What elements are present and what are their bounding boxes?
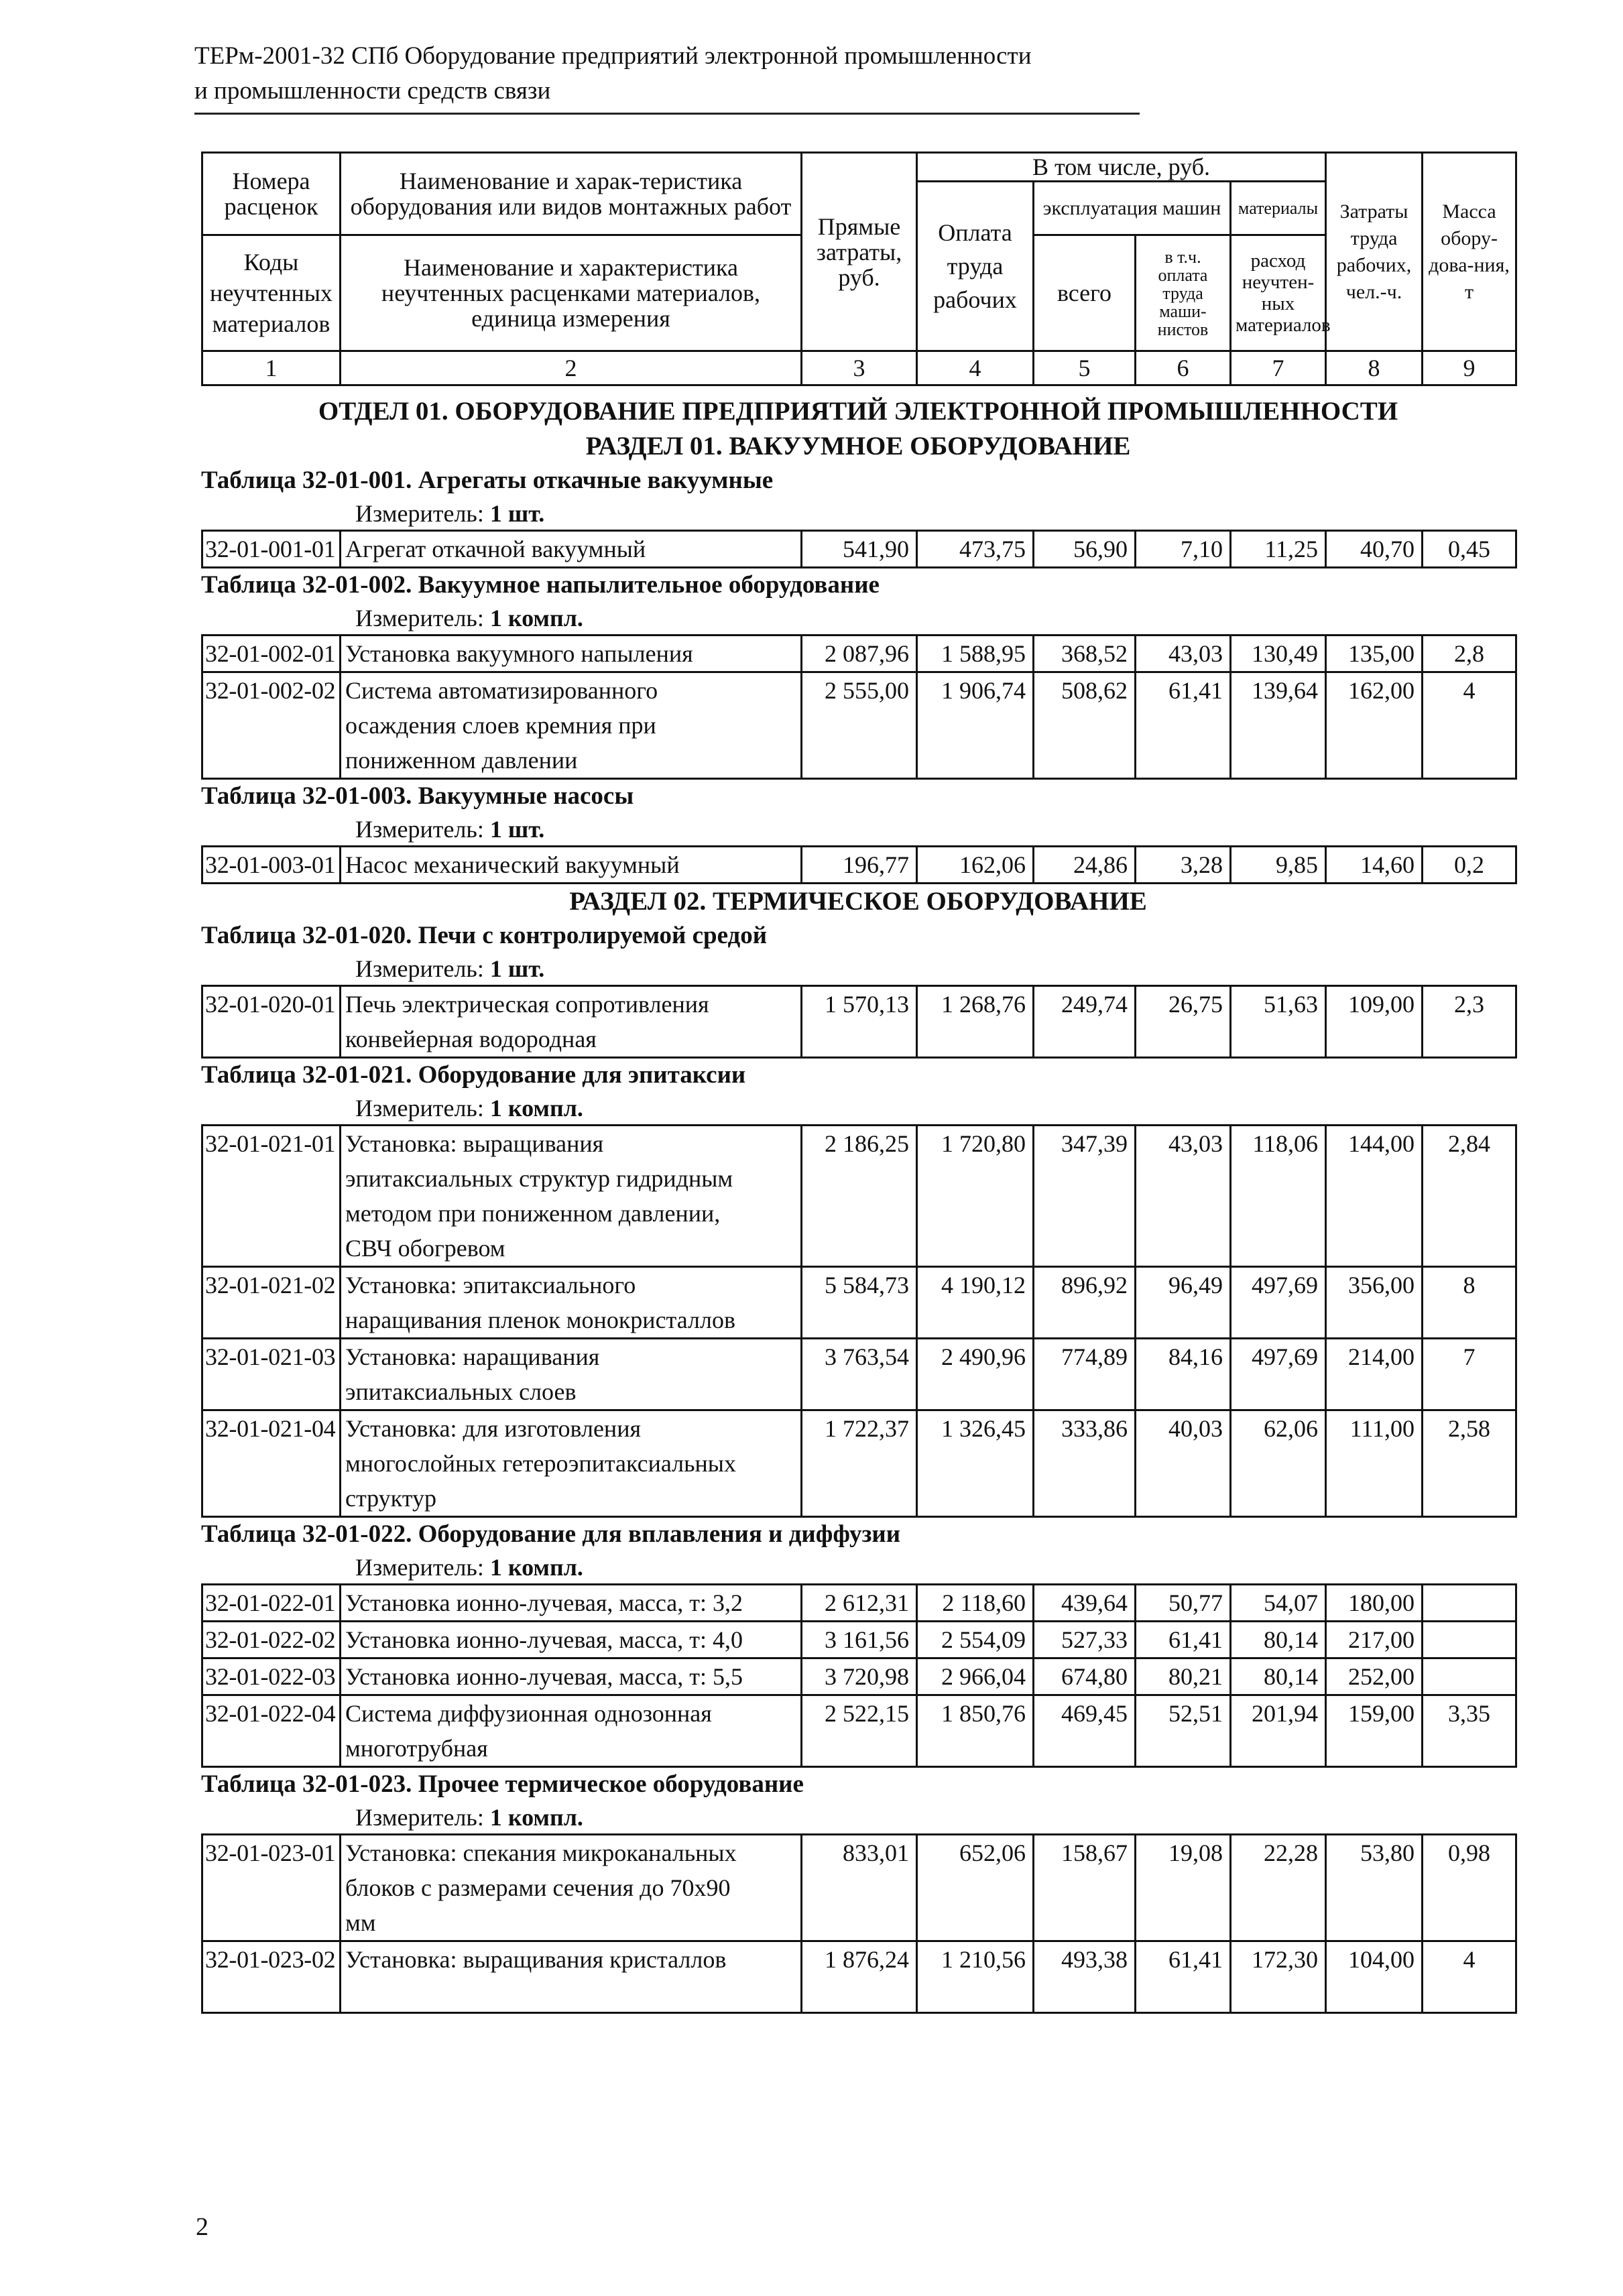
measure-unit: 1 шт. bbox=[489, 816, 545, 843]
labor-pay: 2 966,04 bbox=[917, 1658, 1034, 1695]
measure-label: Измеритель: bbox=[355, 955, 484, 982]
table-row bbox=[202, 531, 1516, 568]
header-line-1: ТЕРм-2001-32 СПб Оборудование предприятий электронной промышленности bbox=[194, 42, 1032, 70]
machines-total: 333,86 bbox=[1034, 1410, 1136, 1517]
labor-hours: 135,00 bbox=[1326, 636, 1423, 672]
machinist-pay: 61,41 bbox=[1136, 672, 1231, 779]
measure-line bbox=[201, 1551, 1515, 1583]
col3-header: Прямые затраты, руб. bbox=[802, 153, 917, 351]
materials-cost: 172,30 bbox=[1231, 1941, 1326, 2013]
materials-cost: 497,69 bbox=[1231, 1339, 1326, 1410]
rate-code: 32-01-022-04 bbox=[202, 1695, 341, 1767]
rate-name: Система диффузионная однозонная многотрубная bbox=[341, 1695, 802, 1767]
equipment-mass bbox=[1423, 1622, 1516, 1658]
page-header bbox=[194, 39, 1133, 109]
rates-table bbox=[201, 1124, 1517, 1518]
machinist-pay: 52,51 bbox=[1136, 1695, 1231, 1767]
section-table-32-01-001 bbox=[201, 464, 1515, 568]
equipment-mass: 2,3 bbox=[1423, 986, 1516, 1058]
direct-costs: 5 584,73 bbox=[802, 1267, 917, 1339]
machinist-pay: 7,10 bbox=[1136, 531, 1231, 568]
rates-table bbox=[201, 845, 1517, 884]
col5-header: всего bbox=[1034, 235, 1136, 351]
measure-label: Измеритель: bbox=[355, 605, 484, 631]
labor-pay: 162,06 bbox=[917, 847, 1034, 884]
rate-code: 32-01-020-01 bbox=[202, 986, 341, 1058]
col6-header: в т.ч. оплата труда маши-нистов bbox=[1136, 235, 1231, 351]
machinist-pay: 84,16 bbox=[1136, 1339, 1231, 1410]
labor-hours: 214,00 bbox=[1326, 1339, 1423, 1410]
machines-total: 56,90 bbox=[1034, 531, 1136, 568]
rate-name: Установка: наращивания эпитаксиальных слоев bbox=[341, 1339, 802, 1410]
measure-line bbox=[201, 1092, 1515, 1124]
labor-hours: 104,00 bbox=[1326, 1941, 1423, 2013]
table-row bbox=[202, 1835, 1516, 1941]
table-title: Таблица 32-01-001. Агрегаты откачные вакуумные bbox=[201, 467, 774, 494]
rate-name: Установка: выращивания кристаллов bbox=[341, 1941, 802, 2013]
rate-code: 32-01-021-01 bbox=[202, 1126, 341, 1267]
machines-total: 508,62 bbox=[1034, 672, 1136, 779]
col1-top-header: Номера расценок bbox=[202, 153, 341, 235]
col2-bottom-header: Наименование и характеристика неучтенных расценками материалов, единица измерения bbox=[341, 235, 802, 351]
page-number: 2 bbox=[196, 2213, 208, 2241]
table-row bbox=[202, 1622, 1516, 1658]
rate-name: Установка: выращивания эпитаксиальных структур гидридным методом при пониженном давлении, СВЧ обогревом bbox=[341, 1126, 802, 1267]
col-number: 6 bbox=[1136, 351, 1231, 385]
section-table-32-01-003 bbox=[201, 780, 1515, 884]
col9-header: Масса обору-дова-ния, т bbox=[1423, 153, 1516, 351]
materials-header: материалы bbox=[1231, 182, 1326, 235]
machines-total: 158,67 bbox=[1034, 1835, 1136, 1941]
machinist-pay: 96,49 bbox=[1136, 1267, 1231, 1339]
labor-hours: 53,80 bbox=[1326, 1835, 1423, 1941]
materials-cost: 139,64 bbox=[1231, 672, 1326, 779]
equipment-mass: 0,2 bbox=[1423, 847, 1516, 884]
measure-unit: 1 компл. bbox=[489, 1804, 583, 1831]
rate-name: Печь электрическая сопротивления конвейерная водородная bbox=[341, 986, 802, 1058]
equipment-mass: 0,98 bbox=[1423, 1835, 1516, 1941]
labor-pay: 2 490,96 bbox=[917, 1339, 1034, 1410]
labor-pay: 1 850,76 bbox=[917, 1695, 1034, 1767]
table-row bbox=[202, 1941, 1516, 2013]
equipment-mass: 2,58 bbox=[1423, 1410, 1516, 1517]
measure-label: Измеритель: bbox=[355, 1804, 484, 1831]
section-table-32-01-021 bbox=[201, 1059, 1515, 1518]
equipment-mass: 4 bbox=[1423, 1941, 1516, 2013]
rate-code: 32-01-001-01 bbox=[202, 531, 341, 568]
direct-costs: 3 720,98 bbox=[802, 1658, 917, 1695]
table-row bbox=[202, 986, 1516, 1058]
table-title: Таблица 32-01-021. Оборудование для эпитаксии bbox=[201, 1061, 746, 1089]
materials-cost: 118,06 bbox=[1231, 1126, 1326, 1267]
rate-code: 32-01-021-02 bbox=[202, 1267, 341, 1339]
equipment-mass bbox=[1423, 1658, 1516, 1695]
measure-line bbox=[201, 813, 1515, 845]
direct-costs: 833,01 bbox=[802, 1835, 917, 1941]
labor-hours: 40,70 bbox=[1326, 531, 1423, 568]
labor-pay: 473,75 bbox=[917, 531, 1034, 568]
machines-total: 439,64 bbox=[1034, 1585, 1136, 1622]
rate-name: Установка ионно-лучевая, масса, т: 4,0 bbox=[341, 1622, 802, 1658]
machinist-pay: 80,21 bbox=[1136, 1658, 1231, 1695]
table-title: Таблица 32-01-003. Вакуумные насосы bbox=[201, 782, 634, 810]
equipment-mass: 3,35 bbox=[1423, 1695, 1516, 1767]
header-line-2: и промышленности средств связи bbox=[194, 77, 551, 105]
direct-costs: 1 570,13 bbox=[802, 986, 917, 1058]
table-row bbox=[202, 847, 1516, 884]
machines-total: 469,45 bbox=[1034, 1695, 1136, 1767]
materials-cost: 9,85 bbox=[1231, 847, 1326, 884]
rate-code: 32-01-002-02 bbox=[202, 672, 341, 779]
rate-name: Установка: для изготовления многослойных гетероэпитаксиальных структур bbox=[341, 1410, 802, 1517]
machines-total: 527,33 bbox=[1034, 1622, 1136, 1658]
machines-total: 896,92 bbox=[1034, 1267, 1136, 1339]
labor-pay: 2 118,60 bbox=[917, 1585, 1034, 1622]
rate-code: 32-01-023-02 bbox=[202, 1941, 341, 2013]
col-number: 7 bbox=[1231, 351, 1326, 385]
labor-pay: 1 906,74 bbox=[917, 672, 1034, 779]
labor-pay: 1 268,76 bbox=[917, 986, 1034, 1058]
machines-total: 774,89 bbox=[1034, 1339, 1136, 1410]
rate-name: Установка вакуумного напыления bbox=[341, 636, 802, 672]
table-row bbox=[202, 1658, 1516, 1695]
measure-unit: 1 компл. bbox=[489, 1095, 583, 1122]
section-table-32-01-023 bbox=[201, 1768, 1515, 2014]
table-title: Таблица 32-01-002. Вакуумное напылительное оборудование bbox=[201, 571, 880, 599]
rate-name: Установка: эпитаксиального наращивания пленок монокристаллов bbox=[341, 1267, 802, 1339]
measure-unit: 1 компл. bbox=[489, 1554, 583, 1581]
labor-hours: 356,00 bbox=[1326, 1267, 1423, 1339]
col-number: 5 bbox=[1034, 351, 1136, 385]
machines-total: 24,86 bbox=[1034, 847, 1136, 884]
machines-total: 347,39 bbox=[1034, 1126, 1136, 1267]
header-rule bbox=[194, 113, 1140, 115]
machinist-pay: 43,03 bbox=[1136, 1126, 1231, 1267]
labor-hours: 109,00 bbox=[1326, 986, 1423, 1058]
measure-line bbox=[201, 1801, 1515, 1833]
col-number: 9 bbox=[1423, 351, 1516, 385]
rate-code: 32-01-021-03 bbox=[202, 1339, 341, 1410]
table-row bbox=[202, 672, 1516, 779]
rate-code: 32-01-023-01 bbox=[202, 1835, 341, 1941]
machines-total: 249,74 bbox=[1034, 986, 1136, 1058]
col-number: 4 bbox=[917, 351, 1034, 385]
col-number: 3 bbox=[802, 351, 917, 385]
labor-pay: 1 720,80 bbox=[917, 1126, 1034, 1267]
measure-unit: 1 шт. bbox=[489, 500, 545, 527]
materials-cost: 80,14 bbox=[1231, 1658, 1326, 1695]
rate-code: 32-01-022-02 bbox=[202, 1622, 341, 1658]
direct-costs: 2 612,31 bbox=[802, 1585, 917, 1622]
materials-cost: 130,49 bbox=[1231, 636, 1326, 672]
direct-costs: 2 087,96 bbox=[802, 636, 917, 672]
otdel-heading: ОТДЕЛ 01. ОБОРУДОВАНИЕ ПРЕДПРИЯТИЙ ЭЛЕКТРОННОЙ ПРОМЫШЛЕННОСТИ bbox=[318, 397, 1398, 426]
rates-table bbox=[201, 1833, 1517, 2014]
labor-pay: 4 190,12 bbox=[917, 1267, 1034, 1339]
measure-unit: 1 шт. bbox=[489, 955, 545, 982]
materials-cost: 51,63 bbox=[1231, 986, 1326, 1058]
razdel-heading-2: РАЗДЕЛ 02. ТЕРМИЧЕСКОЕ ОБОРУДОВАНИЕ bbox=[569, 887, 1147, 916]
measure-label: Измеритель: bbox=[355, 500, 484, 527]
machines-total: 368,52 bbox=[1034, 636, 1136, 672]
column-header-table bbox=[201, 152, 1517, 386]
col-number: 8 bbox=[1326, 351, 1423, 385]
labor-hours: 180,00 bbox=[1326, 1585, 1423, 1622]
direct-costs: 2 555,00 bbox=[802, 672, 917, 779]
section-table-32-01-002 bbox=[201, 568, 1515, 780]
labor-pay: 652,06 bbox=[917, 1835, 1034, 1941]
measure-label: Измеритель: bbox=[355, 1095, 484, 1122]
rates-table bbox=[201, 530, 1517, 568]
equipment-mass: 2,8 bbox=[1423, 636, 1516, 672]
rate-code: 32-01-021-04 bbox=[202, 1410, 341, 1517]
machines-total: 674,80 bbox=[1034, 1658, 1136, 1695]
group-header: В том числе, руб. bbox=[917, 153, 1326, 182]
direct-costs: 1 876,24 bbox=[802, 1941, 917, 2013]
table-title: Таблица 32-01-022. Оборудование для вплавления и диффузии bbox=[201, 1520, 901, 1548]
section-table-32-01-022 bbox=[201, 1518, 1515, 1768]
equipment-mass: 7 bbox=[1423, 1339, 1516, 1410]
machinist-pay: 26,75 bbox=[1136, 986, 1231, 1058]
rate-name: Установка ионно-лучевая, масса, т: 5,5 bbox=[341, 1658, 802, 1695]
labor-hours: 144,00 bbox=[1326, 1126, 1423, 1267]
machinist-pay: 50,77 bbox=[1136, 1585, 1231, 1622]
labor-hours: 159,00 bbox=[1326, 1695, 1423, 1767]
materials-cost: 80,14 bbox=[1231, 1622, 1326, 1658]
machinist-pay: 61,41 bbox=[1136, 1941, 1231, 2013]
rates-table bbox=[201, 634, 1517, 780]
equipment-mass: 0,45 bbox=[1423, 531, 1516, 568]
materials-cost: 54,07 bbox=[1231, 1585, 1326, 1622]
col7-header: расход неучтен-ных материалов bbox=[1231, 235, 1326, 351]
col8-header: Затраты труда рабочих, чел.-ч. bbox=[1326, 153, 1423, 351]
equipment-mass bbox=[1423, 1585, 1516, 1622]
measure-line bbox=[201, 602, 1515, 634]
equipment-mass: 8 bbox=[1423, 1267, 1516, 1339]
razdel-heading-1: РАЗДЕЛ 01. ВАКУУМНОЕ ОБОРУДОВАНИЕ bbox=[585, 432, 1131, 461]
labor-pay: 2 554,09 bbox=[917, 1622, 1034, 1658]
direct-costs: 2 522,15 bbox=[802, 1695, 917, 1767]
col-number: 2 bbox=[341, 351, 802, 385]
rate-name: Установка ионно-лучевая, масса, т: 3,2 bbox=[341, 1585, 802, 1622]
table-row bbox=[202, 1410, 1516, 1517]
materials-cost: 22,28 bbox=[1231, 1835, 1326, 1941]
direct-costs: 1 722,37 bbox=[802, 1410, 917, 1517]
labor-pay: 1 326,45 bbox=[917, 1410, 1034, 1517]
labor-hours: 162,00 bbox=[1326, 672, 1423, 779]
measure-unit: 1 компл. bbox=[489, 605, 583, 631]
measure-label: Измеритель: bbox=[355, 1554, 484, 1581]
measure-line bbox=[201, 497, 1515, 530]
rate-name: Установка: спекания микроканальных блоков с размерами сечения до 70х90 мм bbox=[341, 1835, 802, 1941]
table-row bbox=[202, 1695, 1516, 1767]
equipment-mass: 2,84 bbox=[1423, 1126, 1516, 1267]
machinist-pay: 19,08 bbox=[1136, 1835, 1231, 1941]
machinist-pay: 3,28 bbox=[1136, 847, 1231, 884]
labor-hours: 217,00 bbox=[1326, 1622, 1423, 1658]
rates-table bbox=[201, 985, 1517, 1059]
table-title: Таблица 32-01-020. Печи с контролируемой средой bbox=[201, 922, 768, 949]
measure-label: Измеритель: bbox=[355, 816, 484, 843]
materials-cost: 62,06 bbox=[1231, 1410, 1326, 1517]
col2-top-header: Наименование и харак-теристика оборудования или видов монтажных работ bbox=[341, 153, 802, 235]
labor-pay: 1 210,56 bbox=[917, 1941, 1034, 2013]
materials-cost: 11,25 bbox=[1231, 531, 1326, 568]
table-row bbox=[202, 1339, 1516, 1410]
table-row bbox=[202, 1267, 1516, 1339]
rate-name: Насос механический вакуумный bbox=[341, 847, 802, 884]
rate-name: Агрегат откачной вакуумный bbox=[341, 531, 802, 568]
direct-costs: 3 161,56 bbox=[802, 1622, 917, 1658]
direct-costs: 541,90 bbox=[802, 531, 917, 568]
column-number-row bbox=[202, 351, 1516, 385]
labor-hours: 14,60 bbox=[1326, 847, 1423, 884]
materials-cost: 201,94 bbox=[1231, 1695, 1326, 1767]
rate-code: 32-01-022-03 bbox=[202, 1658, 341, 1695]
table-title: Таблица 32-01-023. Прочее термическое оборудование bbox=[201, 1770, 804, 1798]
machinist-pay: 43,03 bbox=[1136, 636, 1231, 672]
col1-bottom-header: Коды неучтенных материалов bbox=[202, 235, 341, 351]
labor-hours: 111,00 bbox=[1326, 1410, 1423, 1517]
table-row bbox=[202, 636, 1516, 672]
measure-line bbox=[201, 953, 1515, 985]
machines-header: эксплуатация машин bbox=[1034, 182, 1231, 235]
labor-hours: 252,00 bbox=[1326, 1658, 1423, 1695]
rate-code: 32-01-022-01 bbox=[202, 1585, 341, 1622]
direct-costs: 3 763,54 bbox=[802, 1339, 917, 1410]
equipment-mass: 4 bbox=[1423, 672, 1516, 779]
col4-header: Оплата труда рабочих bbox=[917, 182, 1034, 351]
direct-costs: 196,77 bbox=[802, 847, 917, 884]
machines-total: 493,38 bbox=[1034, 1941, 1136, 2013]
materials-cost: 497,69 bbox=[1231, 1267, 1326, 1339]
rate-name: Система автоматизированного осаждения слоев кремния при пониженном давлении bbox=[341, 672, 802, 779]
rate-code: 32-01-002-01 bbox=[202, 636, 341, 672]
machinist-pay: 40,03 bbox=[1136, 1410, 1231, 1517]
rate-code: 32-01-003-01 bbox=[202, 847, 341, 884]
col-number: 1 bbox=[202, 351, 341, 385]
rates-table bbox=[201, 1583, 1517, 1768]
machinist-pay: 61,41 bbox=[1136, 1622, 1231, 1658]
section-table-32-01-020 bbox=[201, 919, 1515, 1059]
table-row bbox=[202, 1126, 1516, 1267]
labor-pay: 1 588,95 bbox=[917, 636, 1034, 672]
direct-costs: 2 186,25 bbox=[802, 1126, 917, 1267]
table-row bbox=[202, 1585, 1516, 1622]
document-body bbox=[201, 152, 1515, 2014]
